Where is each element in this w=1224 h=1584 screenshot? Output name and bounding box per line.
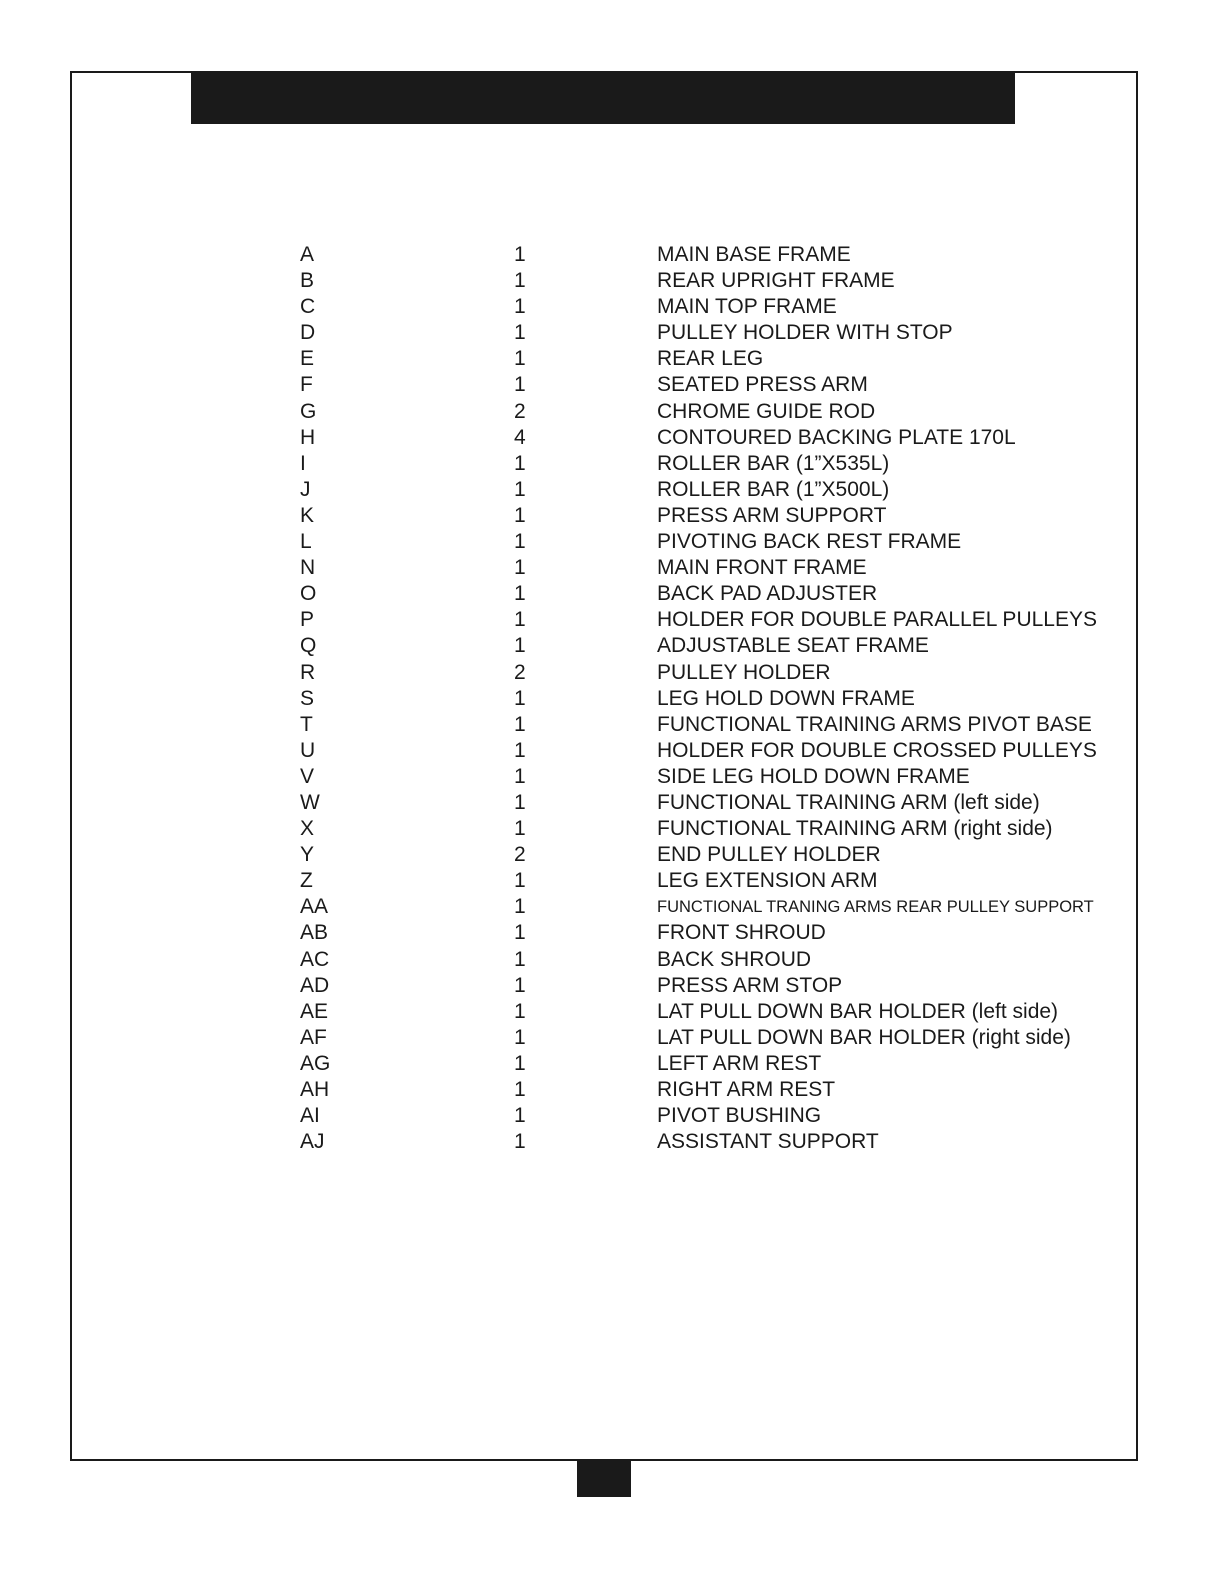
part-row xyxy=(0,346,1224,372)
part-qty: 1 xyxy=(514,999,526,1023)
part-row xyxy=(0,503,1224,529)
part-qty: 1 xyxy=(514,738,526,762)
part-key: Y xyxy=(300,843,315,867)
part-key: E xyxy=(300,347,315,371)
part-row xyxy=(0,1103,1224,1129)
part-row xyxy=(0,894,1224,920)
part-key: L xyxy=(300,530,312,554)
part-row xyxy=(0,372,1224,398)
part-qty: 1 xyxy=(514,973,526,997)
part-description: ROLLER BAR (1”X535L) xyxy=(657,451,890,475)
part-key: O xyxy=(300,582,317,606)
part-row xyxy=(0,529,1224,555)
part-row xyxy=(0,712,1224,738)
part-row xyxy=(0,1025,1224,1051)
part-qty: 1 xyxy=(514,634,526,658)
part-row xyxy=(0,764,1224,790)
part-row xyxy=(0,477,1224,503)
part-qty: 1 xyxy=(514,921,526,945)
part-row xyxy=(0,842,1224,868)
part-key: AG xyxy=(300,1051,331,1075)
part-qty: 1 xyxy=(514,1051,526,1075)
part-key: AF xyxy=(300,1025,327,1049)
part-row xyxy=(0,1077,1224,1103)
part-qty: 1 xyxy=(514,1130,526,1154)
part-key: AA xyxy=(300,895,329,919)
part-qty: 1 xyxy=(514,530,526,554)
part-description: MAIN TOP FRAME xyxy=(657,295,837,319)
part-qty: 1 xyxy=(514,686,526,710)
part-qty: 2 xyxy=(514,843,526,867)
part-row xyxy=(0,973,1224,999)
part-description: FUNCTIONAL TRAINING ARM (right side) xyxy=(657,817,1053,841)
part-qty: 2 xyxy=(514,399,526,423)
part-description: FUNCTIONAL TRANING ARMS REAR PULLEY SUPPORT xyxy=(657,898,1094,917)
part-key: G xyxy=(300,399,317,423)
part-description: ADJUSTABLE SEAT FRAME xyxy=(657,634,929,658)
part-row xyxy=(0,242,1224,268)
part-row xyxy=(0,868,1224,894)
part-qty: 1 xyxy=(514,503,526,527)
part-description: SEATED PRESS ARM xyxy=(657,373,868,397)
part-description: PRESS ARM SUPPORT xyxy=(657,503,887,527)
part-key: Q xyxy=(300,634,317,658)
part-description: LAT PULL DOWN BAR HOLDER (left side) xyxy=(657,999,1059,1023)
part-row xyxy=(0,268,1224,294)
part-key: B xyxy=(300,269,315,293)
part-qty: 1 xyxy=(514,347,526,371)
header-bar xyxy=(191,73,1015,124)
part-key: AJ xyxy=(300,1130,325,1154)
part-qty: 1 xyxy=(514,869,526,893)
part-description: LEFT ARM REST xyxy=(657,1051,822,1075)
part-key: W xyxy=(300,790,320,814)
part-qty: 1 xyxy=(514,477,526,501)
part-description: BACK SHROUD xyxy=(657,947,812,971)
part-row xyxy=(0,947,1224,973)
part-description: REAR UPRIGHT FRAME xyxy=(657,269,895,293)
part-qty: 1 xyxy=(514,895,526,919)
part-description: FUNCTIONAL TRAINING ARM (left side) xyxy=(657,790,1040,814)
part-key: U xyxy=(300,738,316,762)
part-description: ROLLER BAR (1”X500L) xyxy=(657,477,890,501)
part-row xyxy=(0,686,1224,712)
part-row xyxy=(0,790,1224,816)
part-key: T xyxy=(300,712,313,736)
parts-list xyxy=(0,242,1224,1155)
part-key: A xyxy=(300,243,315,266)
part-description: HOLDER FOR DOUBLE CROSSED PULLEYS xyxy=(657,738,1097,762)
part-description: FUNCTIONAL TRAINING ARMS PIVOT BASE xyxy=(657,712,1092,736)
part-description: FRONT SHROUD xyxy=(657,921,826,945)
part-qty: 1 xyxy=(514,947,526,971)
part-description: REAR LEG xyxy=(657,347,764,371)
part-key: J xyxy=(300,477,311,501)
part-qty: 1 xyxy=(514,295,526,319)
part-description: RIGHT ARM REST xyxy=(657,1078,836,1101)
part-qty: 1 xyxy=(514,1025,526,1049)
part-description: LEG HOLD DOWN FRAME xyxy=(657,686,915,710)
part-row xyxy=(0,999,1224,1025)
part-description: PULLEY HOLDER WITH STOP xyxy=(657,321,953,345)
part-key: S xyxy=(300,686,315,710)
part-qty: 1 xyxy=(514,373,526,397)
part-qty: 1 xyxy=(514,451,526,475)
part-qty: 1 xyxy=(514,582,526,606)
part-row xyxy=(0,633,1224,659)
part-key: R xyxy=(300,660,316,684)
part-qty: 1 xyxy=(514,556,526,580)
part-qty: 1 xyxy=(514,321,526,345)
part-description: ASSISTANT SUPPORT xyxy=(657,1130,879,1154)
part-description: MAIN BASE FRAME xyxy=(657,243,851,266)
part-description: MAIN FRONT FRAME xyxy=(657,556,867,580)
part-qty: 1 xyxy=(514,790,526,814)
part-qty: 1 xyxy=(514,243,526,266)
part-row xyxy=(0,581,1224,607)
part-key: N xyxy=(300,556,316,580)
part-description: CONTOURED BACKING PLATE 170L xyxy=(657,425,1016,449)
part-qty: 1 xyxy=(514,712,526,736)
part-key: V xyxy=(300,764,315,788)
part-row xyxy=(0,816,1224,842)
part-description: END PULLEY HOLDER xyxy=(657,843,881,867)
part-key: AD xyxy=(300,973,330,997)
part-key: C xyxy=(300,295,316,319)
part-row xyxy=(0,738,1224,764)
part-qty: 1 xyxy=(514,1078,526,1101)
part-description: LAT PULL DOWN BAR HOLDER (right side) xyxy=(657,1025,1071,1049)
part-key: AE xyxy=(300,999,329,1023)
part-key: D xyxy=(300,321,316,345)
part-key: AH xyxy=(300,1078,330,1101)
part-key: X xyxy=(300,817,315,841)
part-row xyxy=(0,294,1224,320)
part-row xyxy=(0,555,1224,581)
part-description: HOLDER FOR DOUBLE PARALLEL PULLEYS xyxy=(657,608,1097,632)
part-description: BACK PAD ADJUSTER xyxy=(657,582,878,606)
part-qty: 1 xyxy=(514,1104,526,1128)
part-qty: 1 xyxy=(514,269,526,293)
part-key: Z xyxy=(300,869,313,893)
part-qty: 1 xyxy=(514,608,526,632)
part-row xyxy=(0,320,1224,346)
part-row xyxy=(0,1129,1224,1155)
part-qty: 4 xyxy=(514,425,526,449)
part-key: I xyxy=(300,451,306,475)
part-row xyxy=(0,1051,1224,1077)
part-row xyxy=(0,399,1224,425)
part-description: PULLEY HOLDER xyxy=(657,660,831,684)
part-key: H xyxy=(300,425,316,449)
part-key: P xyxy=(300,608,315,632)
part-key: AC xyxy=(300,947,330,971)
part-key: AB xyxy=(300,921,329,945)
part-description: PIVOT BUSHING xyxy=(657,1104,822,1128)
part-key: K xyxy=(300,503,315,527)
part-description: LEG EXTENSION ARM xyxy=(657,869,878,893)
part-description: PRESS ARM STOP xyxy=(657,973,843,997)
part-row xyxy=(0,660,1224,686)
part-key: AI xyxy=(300,1104,320,1128)
part-row xyxy=(0,920,1224,946)
part-qty: 1 xyxy=(514,817,526,841)
part-description: PIVOTING BACK REST FRAME xyxy=(657,530,962,554)
part-row xyxy=(0,607,1224,633)
part-row xyxy=(0,425,1224,451)
part-qty: 2 xyxy=(514,660,526,684)
part-description: SIDE LEG HOLD DOWN FRAME xyxy=(657,764,970,788)
part-row xyxy=(0,451,1224,477)
part-qty: 1 xyxy=(514,764,526,788)
part-key: F xyxy=(300,373,313,397)
part-description: CHROME GUIDE ROD xyxy=(657,399,876,423)
page-number-tab xyxy=(577,1461,631,1497)
